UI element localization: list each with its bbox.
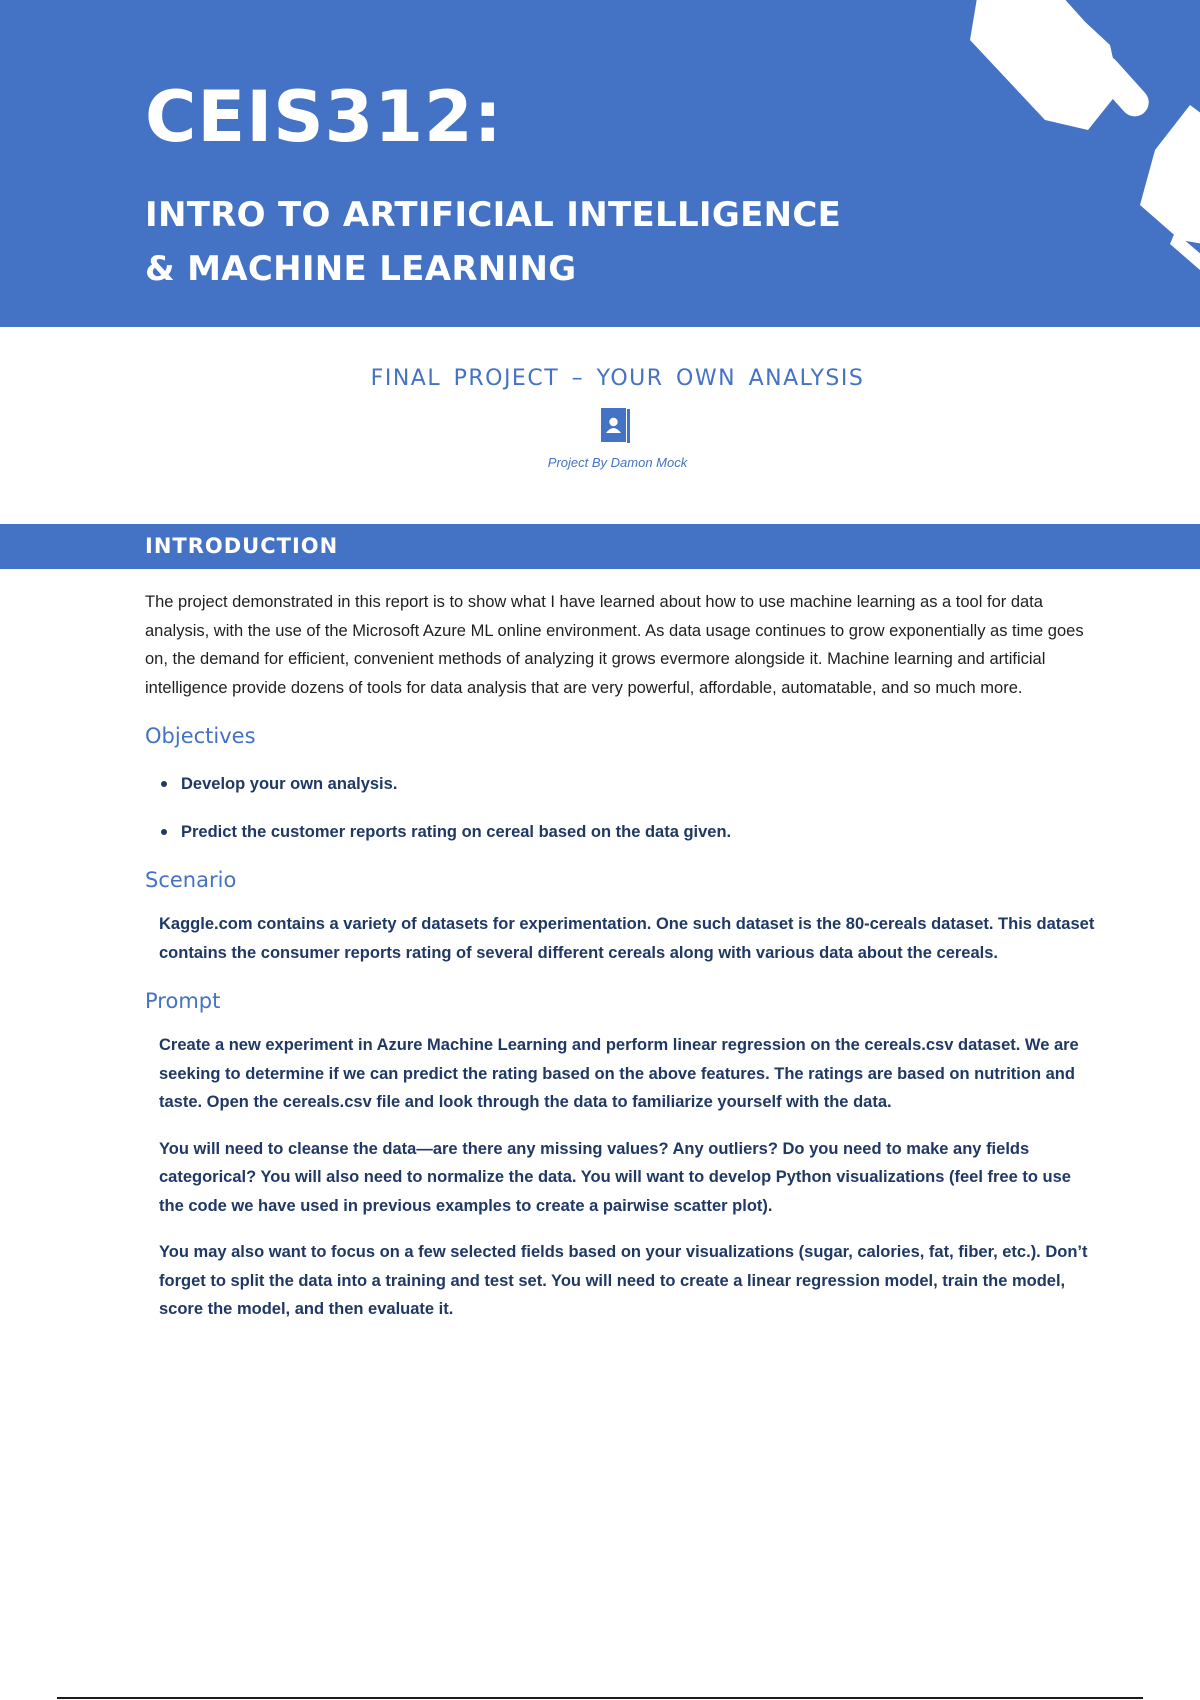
objectives-list [145,772,1095,844]
footer-divider [57,1697,1143,1699]
scenario-heading: Scenario [145,868,237,892]
course-code: CEIS312: [145,76,503,158]
project-title: FINAL PROJECT – YOUR OWN ANALYSIS [370,366,865,391]
objective-item: Predict the customer reports rating on cereal based on the data given. [159,820,1095,844]
prompt-paragraph-1: Create a new experiment in Azure Machine Learning and perform linear regression on the cereals.csv dataset. We are seeking to determine if we can predict the rating based on the above features. The ratings are based on nutrition and taste. Open the cereals.csv file and look through the data to familiarize yourself with the data. [159,1036,1079,1111]
objectives-heading: Objectives [145,724,256,748]
section-heading: INTRODUCTION [145,534,339,558]
course-title-line-1: INTRO TO ARTIFICIAL INTELLIGENCE [145,195,842,235]
scenario-paragraph: Kaggle.com contains a variety of datasets for experimentation. One such dataset is the 80-cereals dataset. This dataset contains the consumer reports rating of several different cereals along with various data about the cereals. [159,915,1095,962]
objective-item: Develop your own analysis. [159,772,1095,796]
course-title-line-2: & MACHINE LEARNING [145,249,577,289]
prompt-heading: Prompt [145,989,221,1013]
section-band-introduction [0,524,1200,569]
author-name: Project By Damon Mock [547,455,688,470]
document-body [145,588,1095,1324]
contact-card-icon [601,408,631,444]
introduction-paragraph: The project demonstrated in this report is to show what I have learned about how to use machine learning as a tool for data analysis, with the use of the Microsoft Azure ML online environment. As data usage continues to grow exponentially as time goes on, the demand for efficient, convenient methods of analyzing it grows evermore alongside it. Machine learning and artificial intelligence provide dozens of tools for data analysis that are very powerful, affordable, automatable, and so much more. [145,593,1084,697]
header-banner [0,0,1200,327]
plug-icon [910,0,1200,327]
prompt-paragraph-3: You may also want to focus on a few selected fields based on your visualizations (sugar, calories, fat, fiber, etc.). Don’t forget to split the data into a training and test set. You will need to create a linear regression model, train the model, score the model, and then evaluate it. [159,1243,1088,1318]
course-title [145,188,841,296]
prompt-paragraph-2: You will need to cleanse the data—are there any missing values? Any outliers? Do you need to make any fields categorical? You will also need to normalize the data. You will want to develop Python visualizations (feel free to use the code we have used in previous examples to create a pairwise scatter plot). [159,1139,1071,1215]
